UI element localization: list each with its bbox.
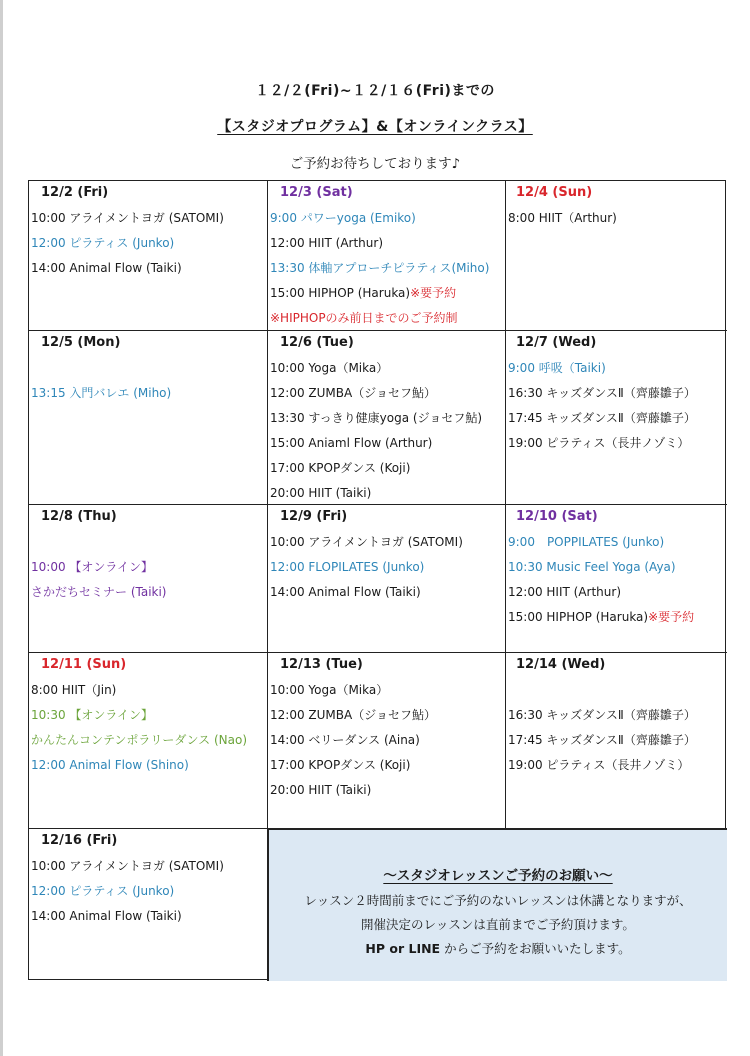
class-entry [508,431,727,456]
class-entry-text: 17:00 KPOPダンス (Koji) [270,758,411,772]
class-entry-text: 20:00 HIIT (Taiki) [270,783,372,797]
class-entry-text: 14:00 Animal Flow (Taiki) [270,585,421,599]
class-entry [31,231,267,256]
class-entry-text: 10:00 Yoga（Mika） [270,361,389,375]
day-date: 12/4 (Sun) [516,185,593,200]
class-entry-text: 10:00 アライメントヨガ (SATOMI) [31,859,224,873]
day-date: 12/7 (Wed) [516,335,597,350]
class-entry [270,456,505,481]
day-cell [268,331,506,505]
reservation-greeting: ご予約お待ちしております♪ [289,156,461,172]
class-entry-text: 14:00 Animal Flow (Taiki) [31,261,182,275]
class-list [270,678,505,803]
class-entry [31,728,267,753]
page-subtitle-programs [0,116,750,136]
day-date: 12/8 (Thu) [41,509,117,524]
class-entry-text: 13:15 入門バレエ (Miho) [31,386,172,400]
class-list [31,678,267,778]
class-entry-text: 20:00 HIIT (Taiki) [270,486,372,500]
class-entry [508,605,727,630]
class-entry-text: 17:00 KPOPダンス (Koji) [270,461,411,475]
class-entry-text: 9:00 呼吸（Taiki) [508,361,606,375]
class-entry-text: 10:00 アライメントヨガ (SATOMI) [31,211,224,225]
notice-contact-text: からご予約をお願いいたします。 [440,941,631,956]
class-list [31,206,267,281]
day-date: 12/10 (Sat) [516,509,598,524]
class-entry-text: 10:30 【オンライン】 [31,708,154,722]
schedule-grid [28,180,726,980]
class-list [508,206,727,231]
class-entry-text: 13:30 体軸アプローチピラティス(Miho) [270,261,490,275]
class-entry [508,381,727,406]
class-entry [270,778,505,803]
class-list [31,381,267,406]
class-entry [270,678,505,703]
day-cell [29,505,268,653]
day-date: 12/13 (Tue) [280,657,363,672]
day-cell [506,505,727,653]
class-list [270,356,505,505]
class-entry [31,753,267,778]
day-cell [268,653,506,829]
class-entry [270,281,505,306]
class-entry [31,678,267,703]
class-entry-text: 15:00 HIPHOP (Haruka) [508,610,649,624]
class-entry [270,231,505,256]
class-entry-text: かんたんコンテンポラリーダンス (Nao) [31,733,248,747]
day-date: 12/5 (Mon) [41,335,121,350]
day-cell [29,653,268,829]
class-entry-text: 17:45 キッズダンスⅡ（齊藤雛子） [508,733,696,747]
class-entry [31,904,267,929]
reservation-required-note: ※要予約 [410,286,457,300]
class-entry-text: 12:00 ピラティス (Junko) [31,236,175,250]
class-entry [508,206,727,231]
class-entry [508,356,727,381]
class-entry-text: 15:00 Aniaml Flow (Arthur) [270,436,433,450]
day-date: 12/6 (Tue) [280,335,354,350]
class-list [508,530,727,630]
class-entry [270,580,505,605]
class-list [31,555,267,605]
class-entry-text: 14:00 Animal Flow (Taiki) [31,909,182,923]
class-entry-text: 15:00 HIPHOP (Haruka) [270,286,411,300]
class-entry-text: 12:00 HIIT (Arthur) [508,585,621,599]
reservation-notice [268,829,727,981]
class-entry-text: 8:00 HIIT（Jin) [31,683,117,697]
class-entry [31,879,267,904]
class-entry [508,728,727,753]
programs-heading: 【スタジオプログラム】&【オンラインクラス】 [217,119,533,135]
class-list [270,530,505,605]
class-entry [270,206,505,231]
class-entry [508,555,727,580]
class-entry [270,530,505,555]
class-entry-text: 12:00 ZUMBA（ジョセフ鮎） [270,386,436,400]
class-entry-text: 16:30 キッズダンスⅡ（齊藤雛子） [508,386,696,400]
class-entry-text: 12:00 ピラティス (Junko) [31,884,175,898]
class-entry [270,555,505,580]
class-entry [270,753,505,778]
day-date: 12/16 (Fri) [41,833,118,848]
class-list [31,854,267,929]
day-cell [29,331,268,505]
class-entry-text: ※HIPHOPのみ前日までのご予約制 [270,311,458,325]
class-entry [31,703,267,728]
class-entry-text: 13:30 すっきり健康yoga (ジョセフ鮎) [270,411,483,425]
class-entry-text: 9:00 パワーyoga (Emiko) [270,211,416,225]
class-entry [31,854,267,879]
day-cell [506,331,727,505]
day-cell [506,653,727,829]
class-entry [270,728,505,753]
class-entry [31,580,267,605]
class-list [270,206,505,331]
day-date: 12/2 (Fri) [41,185,109,200]
day-date: 12/9 (Fri) [280,509,348,524]
class-entry [270,306,505,331]
class-entry-text: 14:00 ベリーダンス (Aina) [270,733,420,747]
class-entry [508,580,727,605]
class-entry-text: 10:00 アライメントヨガ (SATOMI) [270,535,463,549]
notice-title: ～スタジオレッスンご予約のお願い～ [383,868,613,884]
class-entry-text: 19:00 ピラティス（長井ノゾミ） [508,758,690,772]
class-entry [31,381,267,406]
class-entry-text: 10:00 【オンライン】 [31,560,154,574]
class-entry [508,753,727,778]
day-cell [29,181,268,331]
day-cell [506,181,727,331]
class-entry-text: 12:00 Animal Flow (Shino) [31,758,189,772]
class-entry-text: 9:00 POPPILATES (Junko) [508,535,665,549]
class-entry [270,431,505,456]
notice-line-3 [269,939,727,957]
class-list [508,703,727,778]
class-entry [270,381,505,406]
class-entry [270,406,505,431]
reservation-required-note: ※要予約 [648,610,695,624]
class-entry-text: 16:30 キッズダンスⅡ（齊藤雛子） [508,708,696,722]
class-entry-text: さかだちセミナー (Taiki) [31,585,167,599]
class-entry-text: 10:00 Yoga（Mika） [270,683,389,697]
class-entry [508,703,727,728]
day-date: 12/11 (Sun) [41,657,127,672]
class-entry-text: 12:00 FLOPILATES (Junko) [270,560,425,574]
day-date: 12/3 (Sat) [280,185,353,200]
class-list [508,356,727,456]
day-cell [268,505,506,653]
notice-contact-channels: HP or LINE [365,941,441,956]
class-entry [31,555,267,580]
class-entry-text: 10:30 Music Feel Yoga (Aya) [508,560,676,574]
class-entry [270,256,505,281]
day-cell [29,829,268,981]
class-entry [270,703,505,728]
class-entry [31,256,267,281]
class-entry [508,530,727,555]
class-entry [270,481,505,505]
day-date: 12/14 (Wed) [516,657,606,672]
class-entry-text: 19:00 ピラティス（長井ノゾミ） [508,436,690,450]
class-entry [31,206,267,231]
notice-line-1: レッスン２時間前までにご予約のないレッスンは休講となりますが、 [304,893,692,908]
class-entry-text: 8:00 HIIT（Arthur) [508,211,617,225]
page-title: １２/２(Fri)~１２/１６(Fri)までの [255,83,495,99]
class-entry [508,406,727,431]
class-entry-text: 12:00 ZUMBA（ジョセフ鮎） [270,708,436,722]
class-entry-text: 12:00 HIIT (Arthur) [270,236,383,250]
day-cell [268,181,506,331]
notice-line-2: 開催決定のレッスンは直前までご予約頂けます。 [361,917,635,932]
class-entry-text: 17:45 キッズダンスⅡ（齊藤雛子） [508,411,696,425]
class-entry [270,356,505,381]
